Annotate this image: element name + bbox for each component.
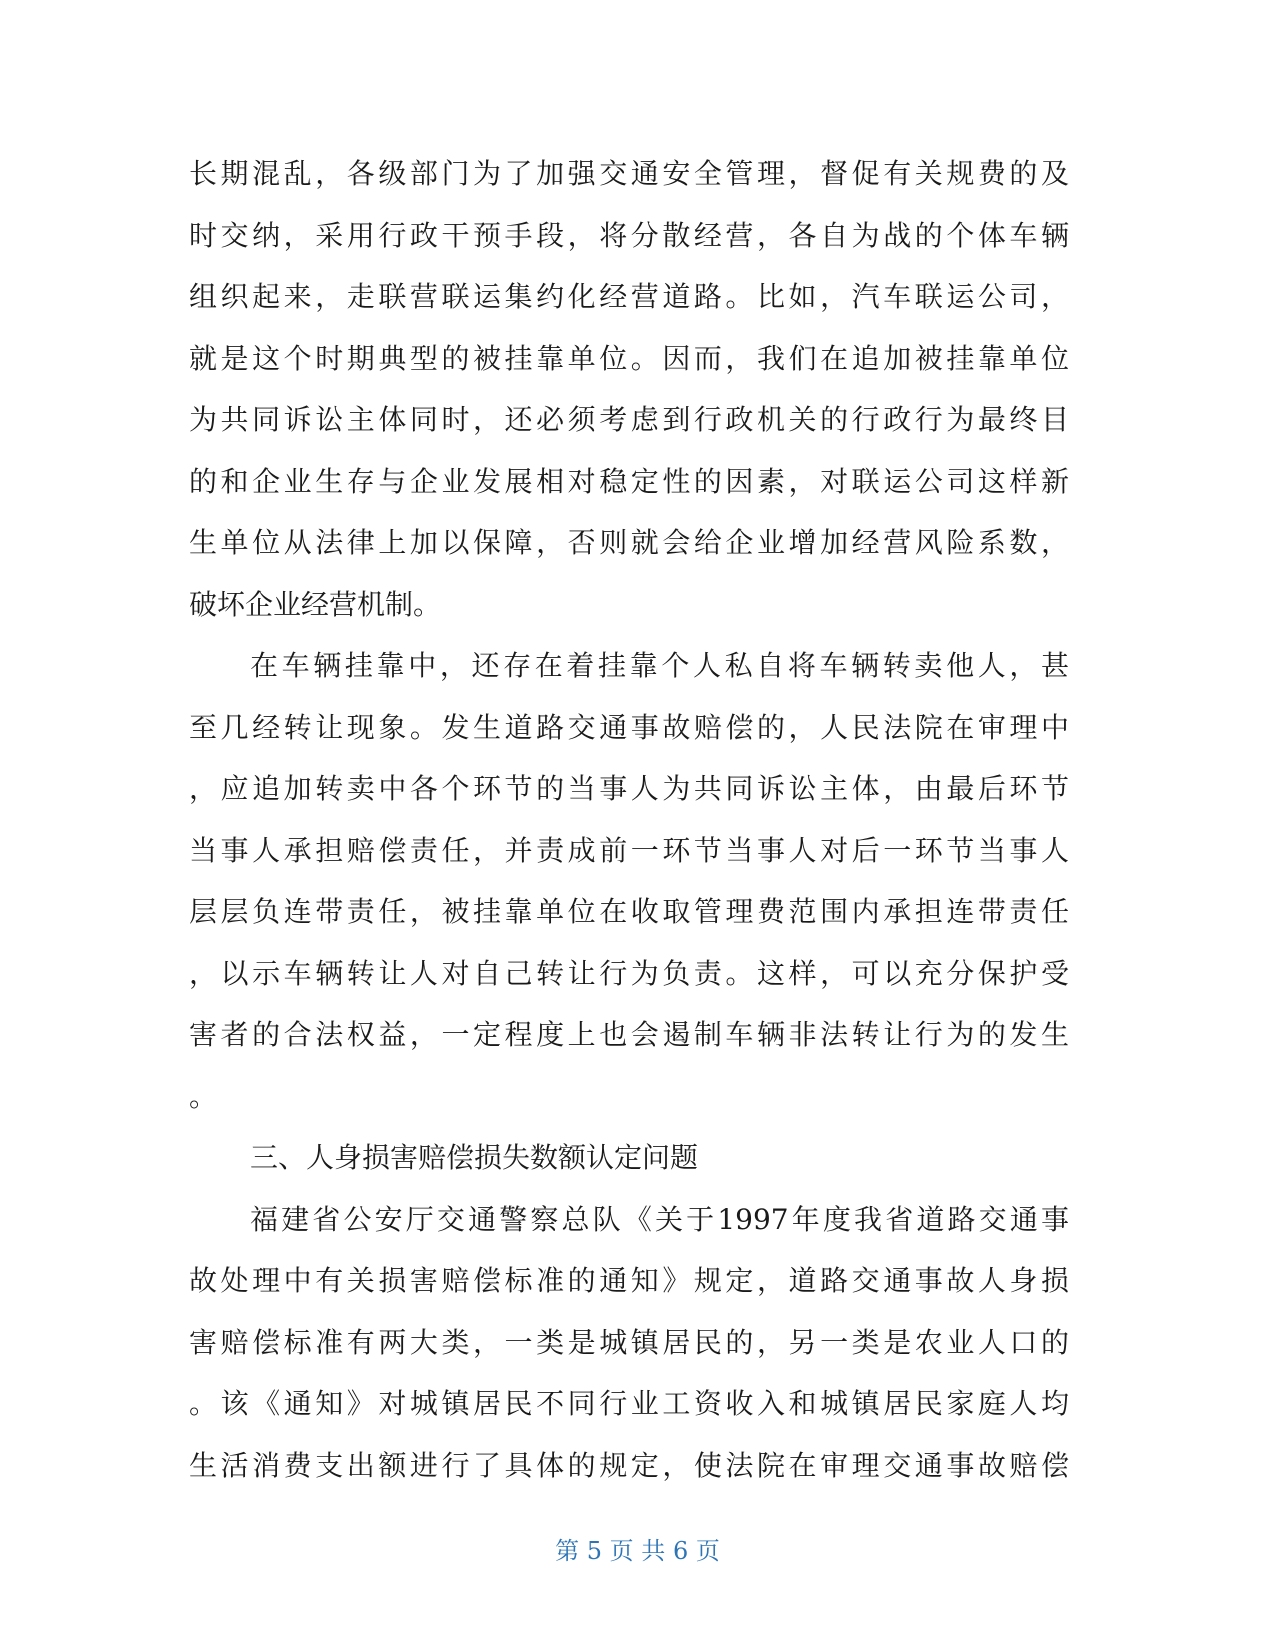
text-line: 长期混乱，各级部门为了加强交通安全管理，督促有关规费的及 <box>189 157 1069 190</box>
page-number-footer: 第 5 页 共 6 页 <box>555 1537 720 1565</box>
text-line: 时交纳，采用行政干预手段，将分散经营，各自为战的个体车辆 <box>189 218 1069 252</box>
text-line: 故处理中有关损害赔偿标准的通知》规定，道路交通事故人身损 <box>189 1264 1069 1297</box>
text-line: 。 <box>189 1079 218 1113</box>
section-heading-text: 三、人身损害赔偿损失数额认定问题 <box>250 1141 699 1174</box>
text-line: 当事人承担赔偿责任，并责成前一环节当事人对后一环节当事人 <box>189 833 1069 867</box>
paragraph-2 <box>189 635 1069 1127</box>
text-line: 的和企业生存与企业发展相对稳定性的因素，对联运公司这样新 <box>189 464 1069 498</box>
paragraph-1 <box>189 143 1069 635</box>
text-line: 组织起来，走联营联运集约化经营道路。比如，汽车联运公司， <box>189 280 1069 313</box>
text-line: 害者的合法权益，一定程度上也会遏制车辆非法转让行为的发生 <box>189 1018 1069 1051</box>
text-line: 。该《通知》对城镇居民不同行业工资收入和城镇居民家庭人均 <box>189 1387 1069 1420</box>
body-text <box>189 143 1069 1496</box>
text-line: 福建省公安厅交通警察总队《关于1997年度我省道路交通事 <box>250 1202 1069 1236</box>
text-line: 害赔偿标准有两大类，一类是城镇居民的，另一类是农业人口的 <box>189 1325 1069 1359</box>
text-line: 在车辆挂靠中，还存在着挂靠个人私自将车辆转卖他人，甚 <box>250 649 1069 682</box>
text-line: 至几经转让现象。发生道路交通事故赔偿的，人民法院在审理中 <box>189 710 1069 744</box>
paragraph-4 <box>189 1189 1069 1497</box>
text-line: 生单位从法律上加以保障，否则就会给企业增加经营风险系数， <box>189 526 1069 559</box>
text-line: 就是这个时期典型的被挂靠单位。因而，我们在追加被挂靠单位 <box>189 341 1069 375</box>
text-line: 生活消费支出额进行了具体的规定，使法院在审理交通事故赔偿 <box>189 1448 1069 1482</box>
text-line: 为共同诉讼主体同时，还必须考虑到行政机关的行政行为最终目 <box>189 403 1069 436</box>
text-line: ，应追加转卖中各个环节的当事人为共同诉讼主体，由最后环节 <box>189 772 1069 805</box>
text-line: 层层负连带责任，被挂靠单位在收取管理费范围内承担连带责任 <box>189 895 1069 928</box>
text-line: ，以示车辆转让人对自己转让行为负责。这样，可以充分保护受 <box>189 956 1069 990</box>
section-heading <box>189 1127 1069 1189</box>
text-line: 破坏企业经营机制。 <box>189 587 442 621</box>
